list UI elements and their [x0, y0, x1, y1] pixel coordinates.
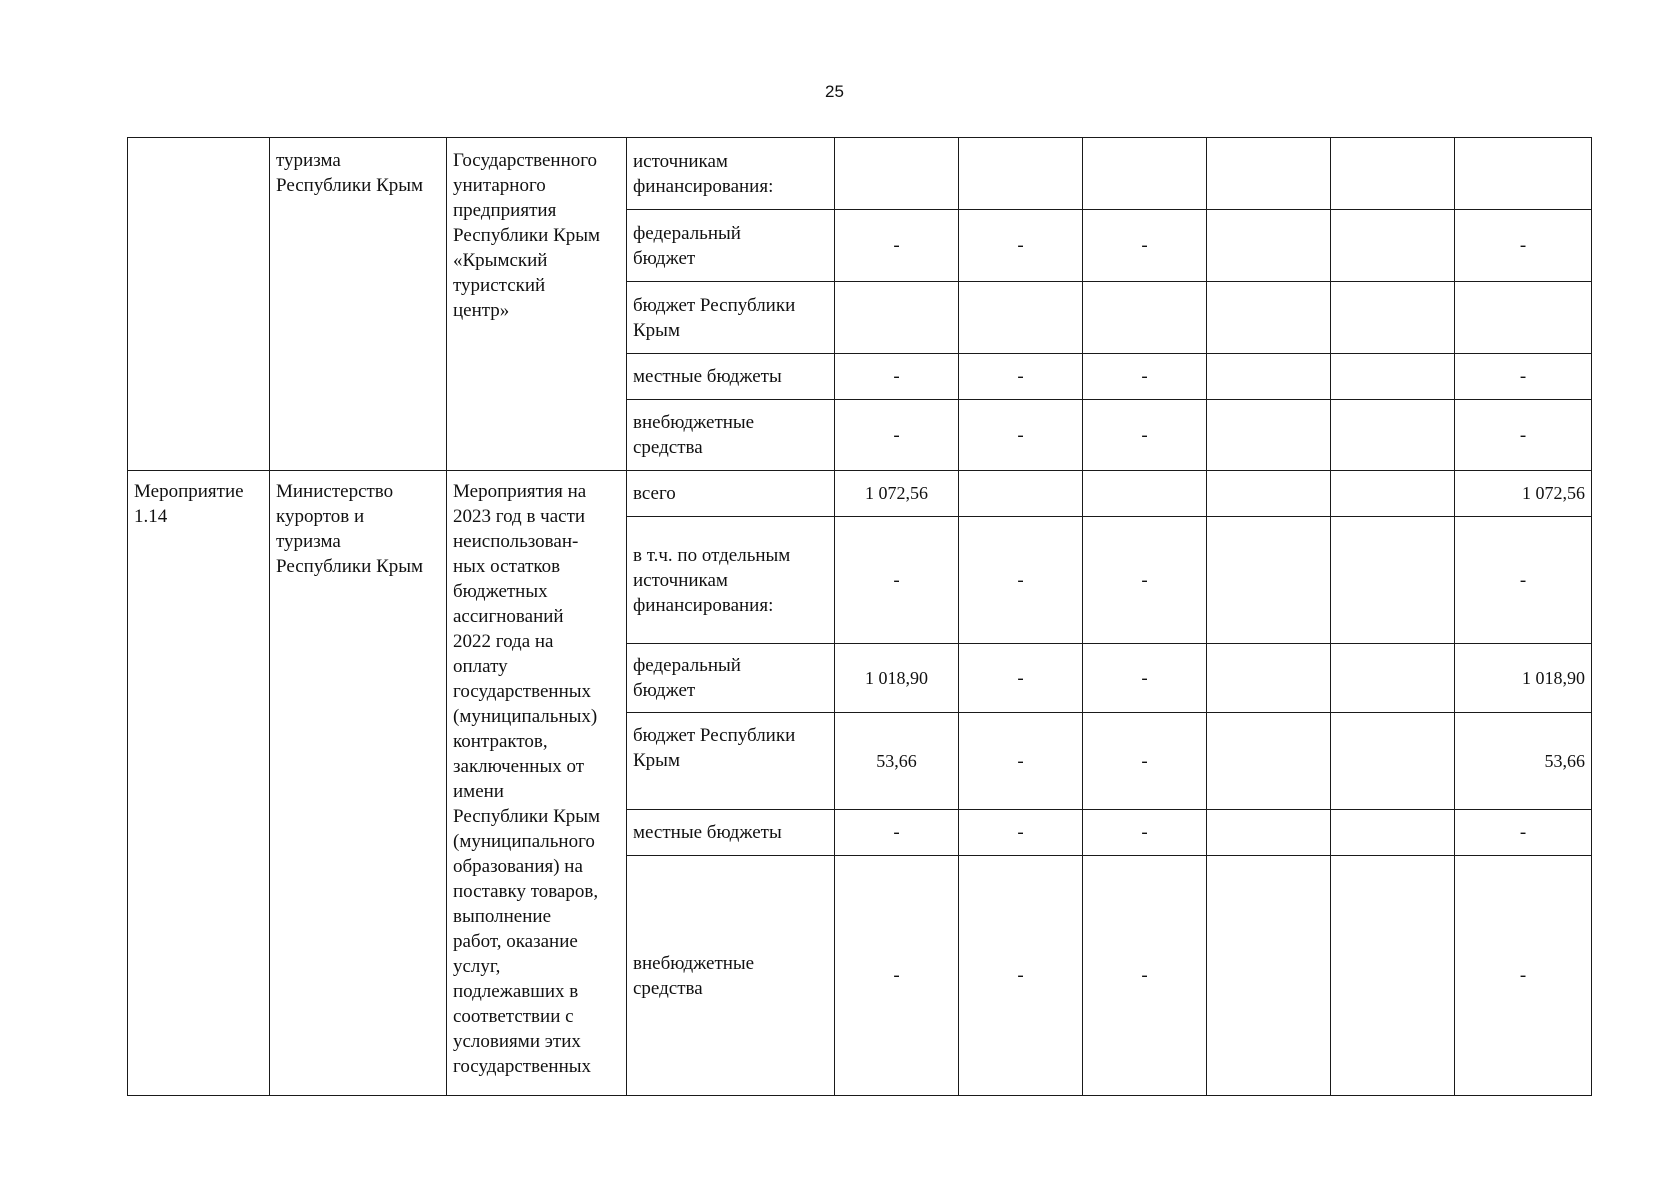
value-cell: - [1455, 400, 1592, 471]
value-cell: - [959, 517, 1083, 644]
value-cell [1331, 856, 1455, 1096]
value-cell [1331, 400, 1455, 471]
value-cell: - [959, 810, 1083, 856]
source-cell: местные бюджеты [627, 354, 835, 400]
value-cell [1331, 810, 1455, 856]
value-cell [1083, 138, 1207, 210]
value-cell [1331, 354, 1455, 400]
source-cell: федеральный бюджет [627, 644, 835, 713]
source-cell: внебюджетные средства [627, 856, 835, 1096]
table-row [128, 471, 1592, 517]
value-cell: - [1083, 210, 1207, 282]
value-cell: - [1455, 517, 1592, 644]
value-cell [1207, 810, 1331, 856]
value-cell [1331, 138, 1455, 210]
value-cell: - [959, 713, 1083, 810]
value-cell: - [1083, 354, 1207, 400]
value-cell [1083, 471, 1207, 517]
value-cell: - [1083, 856, 1207, 1096]
value-cell: - [959, 644, 1083, 713]
source-cell: бюджет Республики Крым [627, 282, 835, 354]
source-cell: бюджет Республики Крым [627, 713, 835, 810]
value-cell [1455, 282, 1592, 354]
value-cell [1331, 517, 1455, 644]
value-cell: - [835, 354, 959, 400]
value-cell: 1 018,90 [1455, 644, 1592, 713]
table-row [128, 138, 1592, 210]
value-cell: - [1083, 713, 1207, 810]
value-cell: 53,66 [1455, 713, 1592, 810]
source-cell: источникам финансирования: [627, 138, 835, 210]
value-cell: - [1083, 400, 1207, 471]
value-cell: - [835, 856, 959, 1096]
value-cell: 1 072,56 [1455, 471, 1592, 517]
value-cell: - [1083, 517, 1207, 644]
value-cell: - [835, 810, 959, 856]
source-cell: федеральный бюджет [627, 210, 835, 282]
value-cell: - [1455, 856, 1592, 1096]
value-cell: - [1455, 210, 1592, 282]
value-cell [1331, 282, 1455, 354]
value-cell [1207, 471, 1331, 517]
value-cell: 1 072,56 [835, 471, 959, 517]
source-cell: всего [627, 471, 835, 517]
value-cell [835, 282, 959, 354]
value-cell: - [1083, 810, 1207, 856]
value-cell [835, 138, 959, 210]
value-cell [1207, 282, 1331, 354]
executor-cell: туризма Республики Крым [270, 138, 447, 471]
value-cell [1331, 713, 1455, 810]
value-cell [1207, 856, 1331, 1096]
value-cell: - [1455, 810, 1592, 856]
value-cell: - [959, 354, 1083, 400]
value-cell [959, 471, 1083, 517]
value-cell: - [1083, 644, 1207, 713]
value-cell [1207, 354, 1331, 400]
measure-cell: Мероприятие 1.14 [128, 471, 270, 1096]
value-cell: - [959, 856, 1083, 1096]
value-cell: - [835, 400, 959, 471]
value-cell [1083, 282, 1207, 354]
value-cell [1207, 713, 1331, 810]
value-cell: - [959, 400, 1083, 471]
source-cell: в т.ч. по отдельным источникам финансирования: [627, 517, 835, 644]
value-cell [1331, 471, 1455, 517]
value-cell [1207, 400, 1331, 471]
value-cell: - [1455, 354, 1592, 400]
value-cell: 53,66 [835, 713, 959, 810]
value-cell: - [959, 210, 1083, 282]
value-cell [959, 138, 1083, 210]
description-cell: Мероприятия на 2023 год в части неиспользован- ных остатков бюджетных ассигнований 2022 года на оплату государственных (муниципальных) контрактов, заключенных от имени Республики Крым (муниципального образования) на поставку товаров, выполнение работ, оказание услуг, подлежавших в соответствии с условиями этих государственных [447, 471, 627, 1096]
value-cell: - [835, 210, 959, 282]
value-cell: - [835, 517, 959, 644]
financing-table [127, 137, 1592, 1096]
value-cell [1207, 517, 1331, 644]
description-cell: Государственного унитарного предприятия Республики Крым «Крымский туристский центр» [447, 138, 627, 471]
value-cell: 1 018,90 [835, 644, 959, 713]
executor-cell: Министерство курортов и туризма Республики Крым [270, 471, 447, 1096]
value-cell [1331, 210, 1455, 282]
value-cell [1207, 138, 1331, 210]
value-cell [959, 282, 1083, 354]
source-cell: местные бюджеты [627, 810, 835, 856]
value-cell [1207, 210, 1331, 282]
value-cell [1207, 644, 1331, 713]
page-number: 25 [825, 82, 844, 101]
measure-cell [128, 138, 270, 471]
source-cell: внебюджетные средства [627, 400, 835, 471]
value-cell [1455, 138, 1592, 210]
value-cell [1331, 644, 1455, 713]
